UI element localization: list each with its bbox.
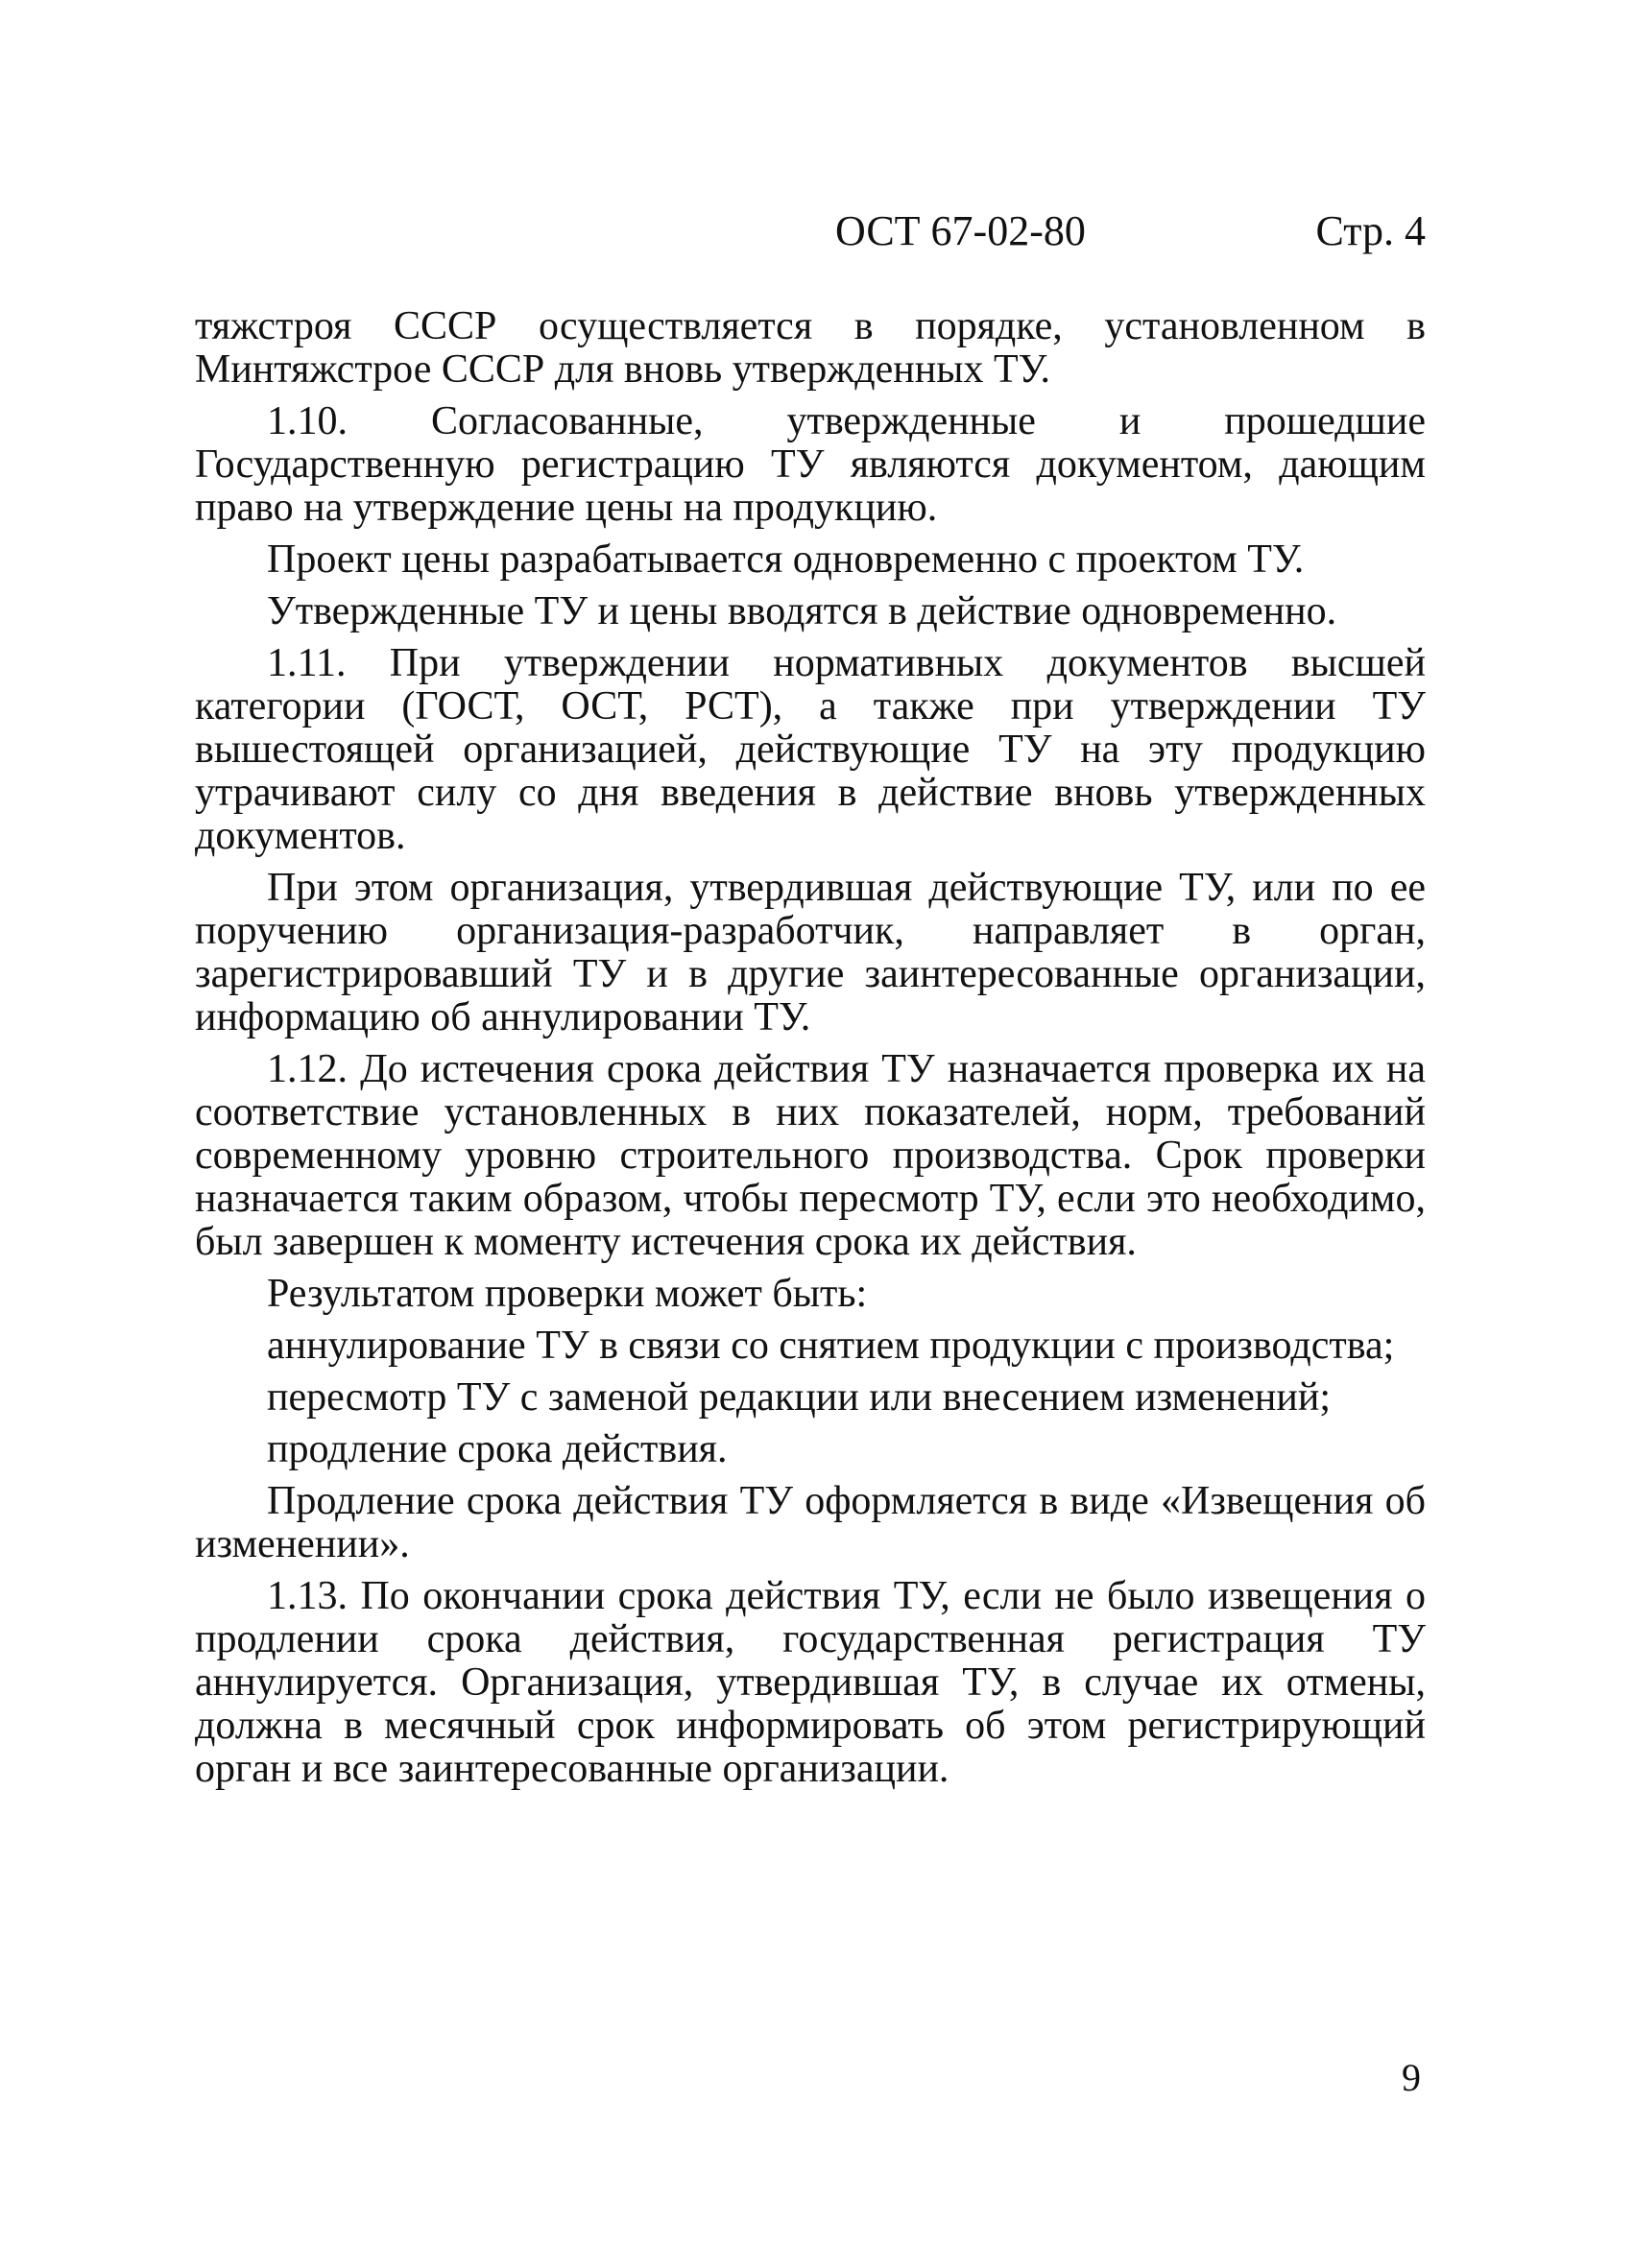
list-item-revision: пересмотр ТУ с заменой редакции или внесением изменений; (267, 1375, 1331, 1420)
paragraph-check-result: Результатом проверки может быть: (267, 1272, 868, 1316)
clause-1-11: 1.11. При утверждении нормативных документов высшей категории (ГОСТ, ОСТ, РСТ), а также при утверждении ТУ вышестоящей организацией, действующие ТУ на эту продукцию утрачивают силу со дня введения в действие вновь утвержденных документов. (195, 641, 1426, 858)
list-item-extension: продление срока действия. (267, 1427, 728, 1471)
paragraph-annulment-info: При этом организация, утвердившая действующие ТУ, или по ее поручению организация-разработчик, направляет в орган, зарегистрировавший ТУ и в другие заинтересованные организации, информацию об аннулировании ТУ. (195, 866, 1426, 1039)
clause-1-10: 1.10. Согласованные, утвержденные и прошедшие Государственную регистрацию ТУ являются документом, дающим право на утверждение цены на продукцию. (195, 399, 1426, 530)
paragraph-continuation: тяжстроя СССР осуществляется в порядке, установленном в Минтяжстрое СССР для вновь утвержденных ТУ. (195, 304, 1426, 392)
list-item-annulment: аннулирование ТУ в связи со снятием продукции с производства; (267, 1324, 1395, 1368)
clause-1-13: 1.13. По окончании срока действия ТУ, если не было извещения о продлении срока действия, государственная регистрация ТУ аннулируется. Организация, утвердившая ТУ, в случае их отмены, должна в месячный срок информировать об этом регистрирующий орган и все заинтересованные организации. (195, 1574, 1426, 1791)
document-code: ОСТ 67-02-80 (835, 207, 1086, 254)
paragraph-price-project: Проект цены разрабатывается одновременно с проектом ТУ. (267, 537, 1305, 582)
page-number: 9 (1402, 2056, 1421, 2099)
paragraph-approved-tu: Утвержденные ТУ и цены вводятся в действие одновременно. (267, 589, 1337, 633)
document-body (195, 305, 1426, 1800)
page-header (835, 198, 1426, 265)
page-reference: Стр. 4 (1315, 207, 1426, 254)
clause-1-12: 1.12. До истечения срока действия ТУ назначается проверка их на соответствие установленных в них показателей, норм, требований современному уровню строительного производства. Срок проверки назначается таким образом, чтобы пересмотр ТУ, если это необходимо, был завершен к моменту истечения срока их действия. (195, 1047, 1426, 1264)
paragraph-extension-notice: Продление срока действия ТУ оформляется в виде «Извещения об изменении». (195, 1479, 1426, 1566)
